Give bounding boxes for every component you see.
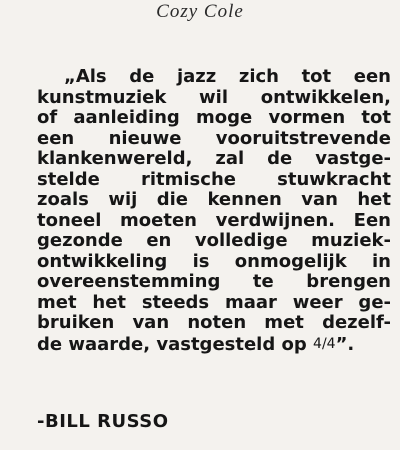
quote-line: stelde ritmische stuwkracht [37,168,391,190]
quote-line: of aanleiding moge vormen tot [37,107,391,128]
quote-line: ontwikkeling is onmogelijk in [37,250,391,272]
quote-line: klankenwereld, zal de vastge- [37,148,391,169]
time-signature: 4/4 [313,335,336,352]
quote-line: „Als de jazz zich tot een [64,66,391,87]
quote-block [37,67,391,354]
photo-caption: Cozy Cole [156,1,244,22]
quote-attribution: -BILL RUSSO [37,411,169,432]
quote-last-line [37,334,391,355]
quote-line: bruiken van noten met dezelf- [37,312,391,333]
quote-line: toneel moeten verdwijnen. Een [37,209,391,231]
quote-line-text: de waarde, vastgesteld op [37,333,307,355]
quote-line: gezonde en volledige muziek- [37,230,391,251]
closing-quote: ”. [335,333,355,355]
quote-line: overeenstemming te brengen [37,271,391,292]
quote-line: zoals wij die kennen van het [37,189,391,210]
quote-line: een nieuwe vooruitstrevende [37,127,391,149]
quote-line: kunstmuziek wil ontwikkelen, [37,86,391,108]
quote-line: met het steeds maar weer ge- [37,291,391,313]
